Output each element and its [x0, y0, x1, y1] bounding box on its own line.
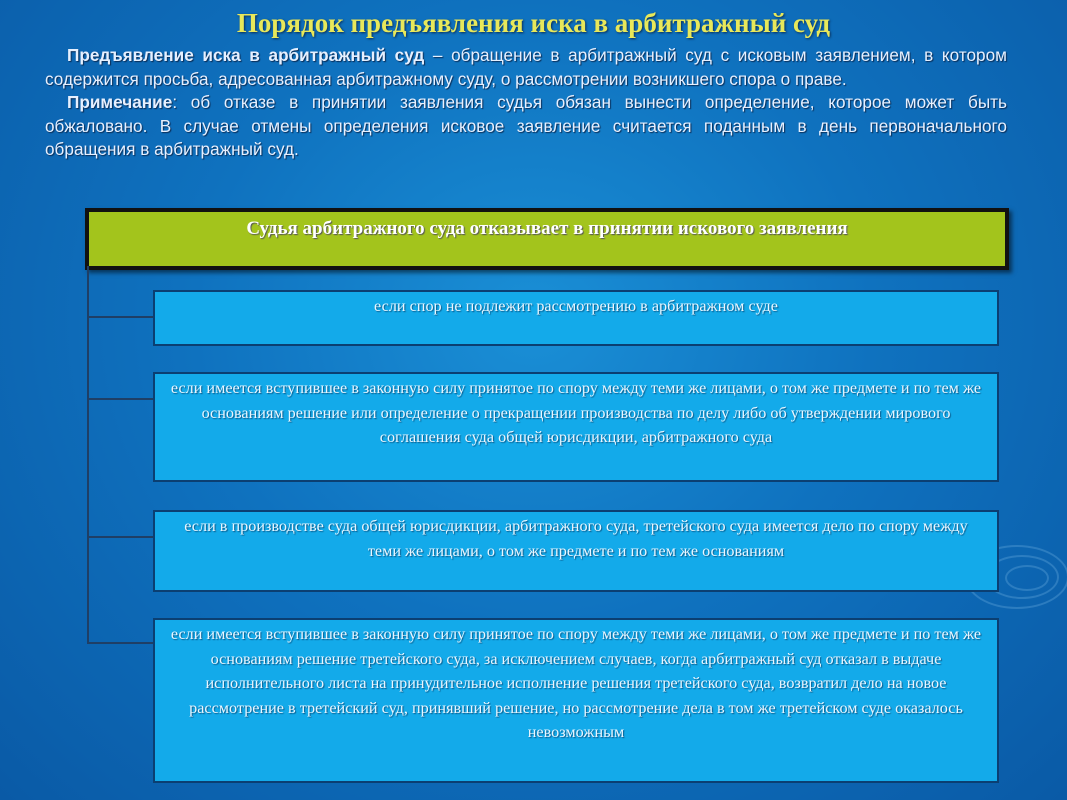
note-term: Примечание [67, 92, 173, 112]
refusal-header-box: Судья арбитражного суда отказывает в принятии искового заявления [85, 208, 1009, 270]
connector-branch [87, 398, 154, 400]
note-text: : об отказе в принятии заявления судья обязан вынести определение, которое может быть обжаловано. В случае отмены определения исковое заявление считается поданным в день первоначального обращения в арбитражный суд. [45, 92, 1007, 159]
reason-box-4: если имеется вступившее в законную силу принятое по спору между теми же лицами, о том же предмете и по тем же основаниям решение третейского суда, за исключением случаев, когда арбитражный суд отказал в выдаче исполнительного листа на принудительное исполнение решения третейского суда, возвратил дело на новое рассмотрение в третейский суд, принявший решение, но рассмотрение дела в том же третейском суде оказалось невозможным [153, 618, 999, 783]
definition-term: Предъявление иска в арбитражный суд [67, 45, 425, 65]
reason-box-1: если спор не подлежит рассмотрению в арбитражном суде [153, 290, 999, 346]
definition-paragraph [45, 44, 1007, 91]
slide-title: Порядок предъявления иска в арбитражный суд [236, 8, 831, 38]
connector-branch [87, 316, 154, 318]
connector-branch [87, 536, 154, 538]
reason-box-3: если в производстве суда общей юрисдикции, арбитражного суда, третейского суда имеется дело по спору между теми же лицами, о том же предмете и по тем же основаниям [153, 510, 999, 592]
connector-branch [87, 642, 154, 644]
reason-box-2: если имеется вступившее в законную силу принятое по спору между теми же лицами, о том же предмете и по тем же основаниям решение или определение о прекращении производства по делу либо об утверждении мирового соглашения суда общей юрисдикции, арбитражного суда [153, 372, 999, 482]
connector-line [87, 266, 89, 644]
ripple-decoration [1005, 565, 1049, 591]
note-paragraph [45, 91, 1007, 162]
definition-text: – обращение в арбитражный суд с исковым заявлением, в котором содержится просьба, адресованная арбитражному суду, о рассмотрении возникшего спора о праве. [45, 45, 1007, 89]
intro-text [45, 44, 1007, 162]
